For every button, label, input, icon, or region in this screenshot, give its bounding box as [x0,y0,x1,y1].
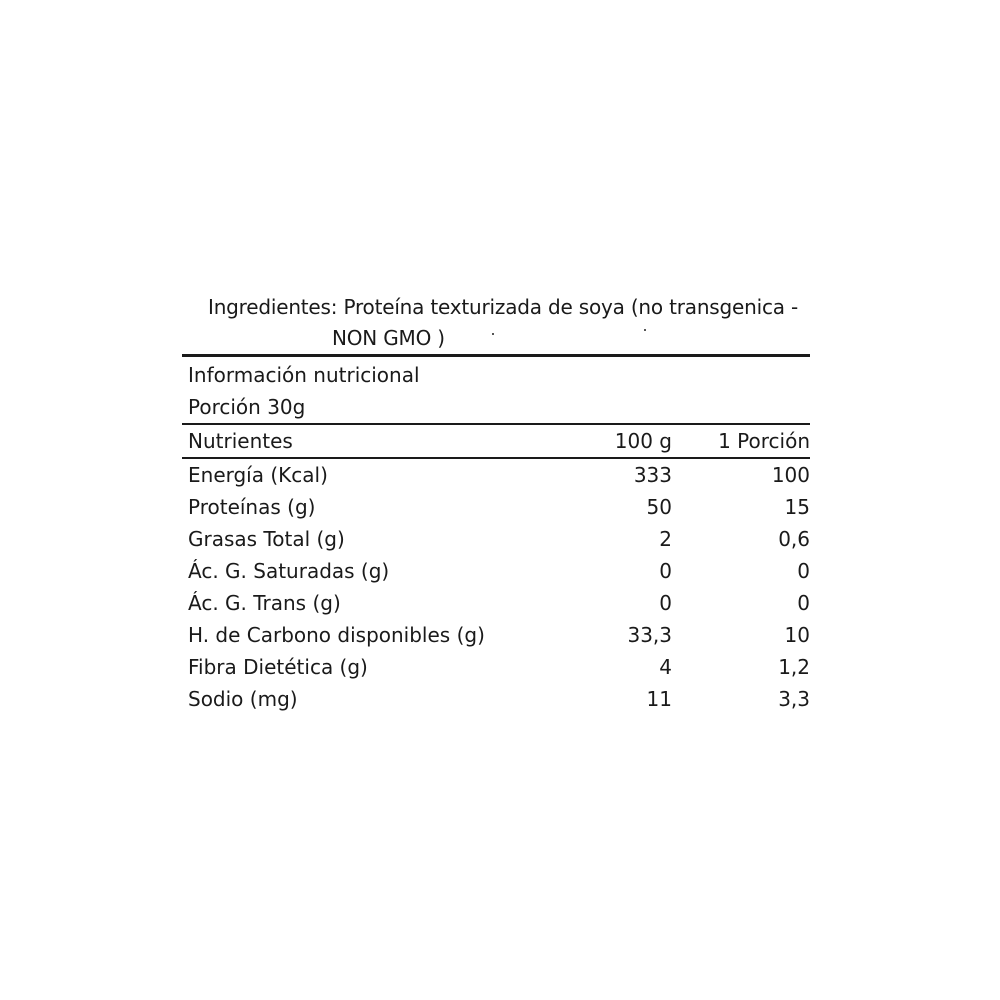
value-per-100g: 33,3 [627,623,672,647]
scan-speck [492,333,494,335]
nutrient-name: Ác. G. Trans (g) [188,591,341,615]
nutrition-info [182,357,810,423]
table-row [182,651,810,683]
nutrient-name: Proteínas (g) [188,495,316,519]
nutrient-name: Energía (Kcal) [188,463,328,487]
ingredients-line-2-text: NON GMO ) [332,326,445,350]
table-row [182,555,810,587]
nutrient-name: Fibra Dietética (g) [188,655,368,679]
nutrition-info-title: Información nutricional [188,363,420,387]
nutrient-name: Ác. G. Saturadas (g) [188,559,390,583]
header-per-portion: 1 Porción [718,429,810,453]
value-per-100g: 4 [659,655,672,679]
ingredients-text [182,292,810,354]
value-per-100g: 2 [659,527,672,551]
ingredients-line-1: Ingredientes: Proteína texturizada de soya (no transgenica - [208,295,798,319]
table-row [182,491,810,523]
portion-size: Porción 30g [188,395,306,419]
value-per-100g: 333 [633,463,672,487]
value-per-100g: 50 [646,495,672,519]
table-row [182,459,810,491]
header-nutrients: Nutrientes [188,429,293,453]
value-per-portion: 15 [784,495,810,519]
table-header [182,425,810,457]
value-per-portion: 0 [797,591,810,615]
nutrient-name: Grasas Total (g) [188,527,345,551]
table-row [182,523,810,555]
header-per-100g: 100 g [614,429,672,453]
nutrition-label [182,292,810,715]
ingredients-line-2 [182,323,810,354]
table-row [182,619,810,651]
value-per-portion: 0,6 [778,527,810,551]
table-row [182,683,810,715]
value-per-portion: 100 [771,463,810,487]
nutrient-name: Sodio (mg) [188,687,298,711]
table-row [182,587,810,619]
value-per-portion: 3,3 [778,687,810,711]
value-per-portion: 10 [784,623,810,647]
value-per-100g: 11 [646,687,672,711]
value-per-100g: 0 [659,559,672,583]
nutrient-table [182,459,810,715]
value-per-portion: 0 [797,559,810,583]
value-per-100g: 0 [659,591,672,615]
value-per-portion: 1,2 [778,655,810,679]
nutrient-name: H. de Carbono disponibles (g) [188,623,485,647]
scan-speck [644,329,646,331]
